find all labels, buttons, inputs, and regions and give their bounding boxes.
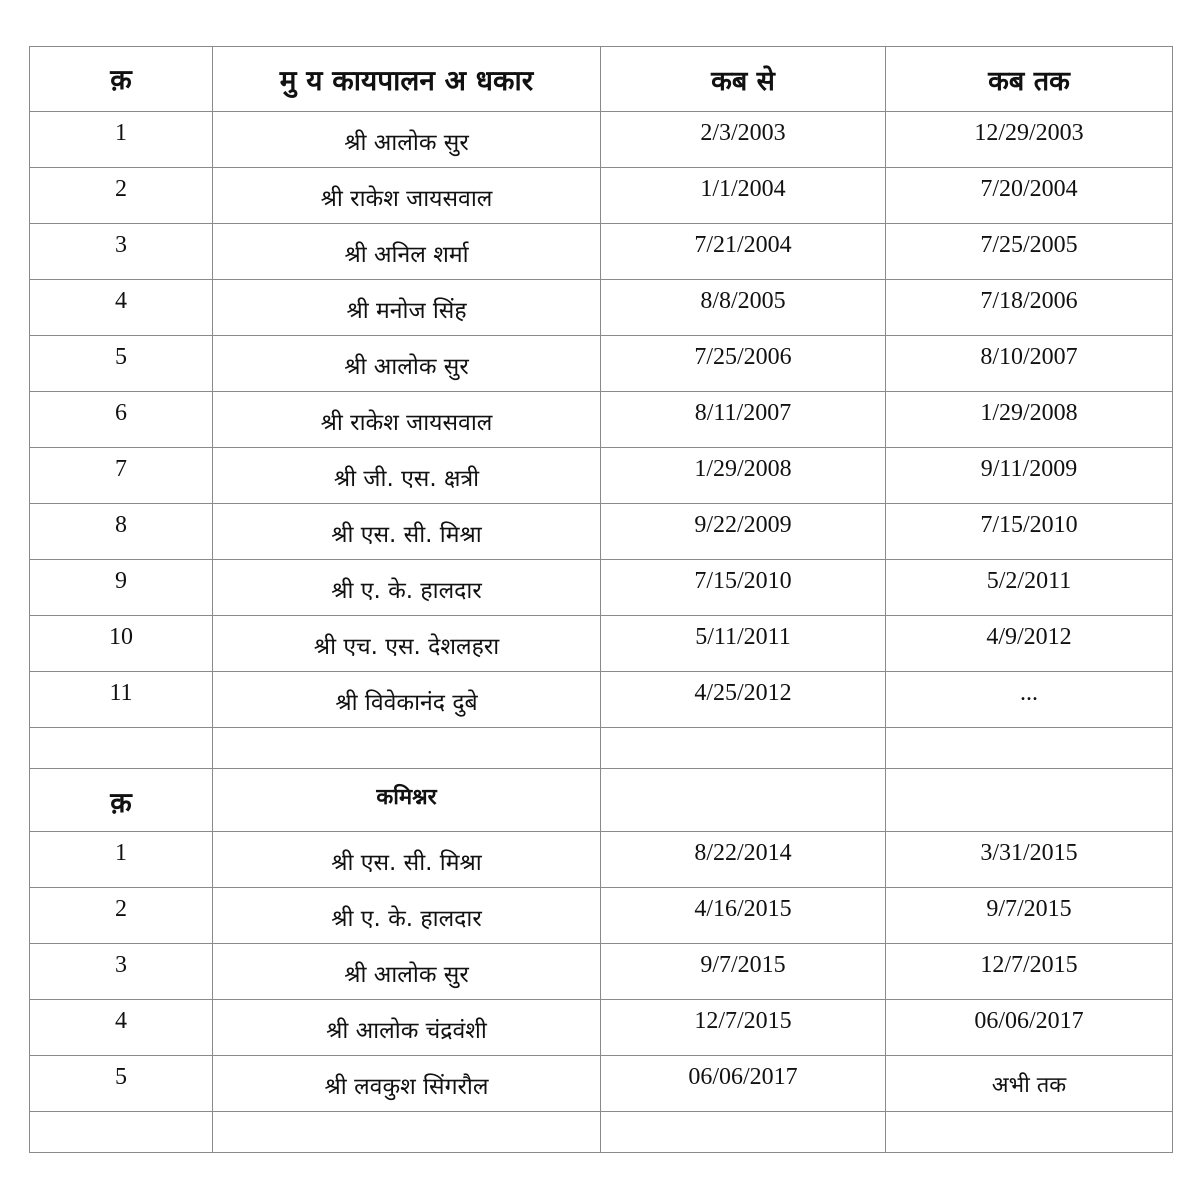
- officer-name-cell: श्री अनिल शर्मा: [213, 224, 601, 280]
- serial-cell: 6: [30, 392, 213, 448]
- to-date-cell: 7/25/2005: [886, 224, 1173, 280]
- serial-cell: 8: [30, 504, 213, 560]
- table-row: [30, 224, 1173, 280]
- to-date-cell: 1/29/2008: [886, 392, 1173, 448]
- from-date-cell: 2/3/2003: [601, 112, 886, 168]
- table-row: [30, 560, 1173, 616]
- table-row: [30, 1000, 1173, 1056]
- table-row: [30, 448, 1173, 504]
- from-date-cell: 1/29/2008: [601, 448, 886, 504]
- officer-name-cell: श्री जी. एस. क्षत्री: [213, 448, 601, 504]
- to-date-cell: ...: [886, 672, 1173, 728]
- to-date-cell: 3/31/2015: [886, 832, 1173, 888]
- officer-name-cell: श्री एस. सी. मिश्रा: [213, 832, 601, 888]
- empty-cell: [601, 769, 886, 832]
- empty-cell: [601, 728, 886, 769]
- serial-cell: 7: [30, 448, 213, 504]
- table-row: [30, 112, 1173, 168]
- from-date-cell: 5/11/2011: [601, 616, 886, 672]
- serial-header: क़: [30, 769, 213, 832]
- to-date-cell: 5/2/2011: [886, 560, 1173, 616]
- officer-name-cell: श्री एच. एस. देशलहरा: [213, 616, 601, 672]
- table-row: [30, 832, 1173, 888]
- table-row: [30, 1056, 1173, 1112]
- to-date-cell: 7/15/2010: [886, 504, 1173, 560]
- to-date-cell: 7/20/2004: [886, 168, 1173, 224]
- officer-tenure-sheet: [29, 46, 1173, 1153]
- officer-name-cell: श्री आलोक सुर: [213, 336, 601, 392]
- from-date-cell: 7/21/2004: [601, 224, 886, 280]
- officer-name-cell: श्री राकेश जायसवाल: [213, 168, 601, 224]
- from-date-cell: 12/7/2015: [601, 1000, 886, 1056]
- to-date-cell: 12/29/2003: [886, 112, 1173, 168]
- officer-title-header: मु य कायपालन अ धकार: [213, 47, 601, 112]
- officer-name-cell: श्री ए. के. हालदार: [213, 888, 601, 944]
- spacer-row: [30, 728, 1173, 769]
- table-row: [30, 944, 1173, 1000]
- officer-name-cell: श्री आलोक सुर: [213, 112, 601, 168]
- table-row: [30, 616, 1173, 672]
- officer-name-cell: श्री विवेकानंद दुबे: [213, 672, 601, 728]
- empty-cell: [213, 728, 601, 769]
- serial-cell: 1: [30, 112, 213, 168]
- serial-cell: 3: [30, 944, 213, 1000]
- officer-name-cell: श्री राकेश जायसवाल: [213, 392, 601, 448]
- to-date-cell: 9/7/2015: [886, 888, 1173, 944]
- empty-cell: [601, 1112, 886, 1153]
- to-date-cell: 06/06/2017: [886, 1000, 1173, 1056]
- serial-cell: 11: [30, 672, 213, 728]
- officer-name-cell: श्री आलोक चंद्रवंशी: [213, 1000, 601, 1056]
- to-date-cell: 4/9/2012: [886, 616, 1173, 672]
- table-row: [30, 392, 1173, 448]
- table-row: [30, 336, 1173, 392]
- from-date-cell: 8/11/2007: [601, 392, 886, 448]
- to-date-cell: 9/11/2009: [886, 448, 1173, 504]
- officer-name-cell: श्री एस. सी. मिश्रा: [213, 504, 601, 560]
- officer-name-cell: श्री आलोक सुर: [213, 944, 601, 1000]
- empty-cell: [886, 1112, 1173, 1153]
- serial-cell: 3: [30, 224, 213, 280]
- from-date-cell: 4/25/2012: [601, 672, 886, 728]
- from-date-cell: 8/22/2014: [601, 832, 886, 888]
- serial-cell: 4: [30, 280, 213, 336]
- table-two-header-row: [30, 769, 1173, 832]
- serial-cell: 1: [30, 832, 213, 888]
- table-row: [30, 504, 1173, 560]
- empty-cell: [213, 1112, 601, 1153]
- empty-cell: [30, 1112, 213, 1153]
- from-date-cell: 7/25/2006: [601, 336, 886, 392]
- officer-name-cell: श्री मनोज सिंह: [213, 280, 601, 336]
- from-date-header: कब से: [601, 47, 886, 112]
- trailing-empty-row: [30, 1112, 1173, 1153]
- from-date-cell: 8/8/2005: [601, 280, 886, 336]
- serial-cell: 10: [30, 616, 213, 672]
- table-row: [30, 280, 1173, 336]
- officer-tenure-table: [29, 46, 1173, 1153]
- serial-cell: 2: [30, 168, 213, 224]
- officer-name-cell: श्री लवकुश सिंगरौल: [213, 1056, 601, 1112]
- table-row: [30, 672, 1173, 728]
- table-one-header-row: [30, 47, 1173, 112]
- from-date-cell: 4/16/2015: [601, 888, 886, 944]
- serial-cell: 5: [30, 1056, 213, 1112]
- table-row: [30, 888, 1173, 944]
- serial-cell: 9: [30, 560, 213, 616]
- from-date-cell: 9/7/2015: [601, 944, 886, 1000]
- serial-cell: 4: [30, 1000, 213, 1056]
- from-date-cell: 06/06/2017: [601, 1056, 886, 1112]
- to-date-header: कब तक: [886, 47, 1173, 112]
- to-date-cell: 7/18/2006: [886, 280, 1173, 336]
- commissioner-header: कमिश्नर: [213, 769, 601, 832]
- serial-header: क़: [30, 47, 213, 112]
- to-date-cell: 8/10/2007: [886, 336, 1173, 392]
- to-date-cell: 12/7/2015: [886, 944, 1173, 1000]
- empty-cell: [886, 728, 1173, 769]
- serial-cell: 5: [30, 336, 213, 392]
- from-date-cell: 1/1/2004: [601, 168, 886, 224]
- from-date-cell: 9/22/2009: [601, 504, 886, 560]
- empty-cell: [886, 769, 1173, 832]
- from-date-cell: 7/15/2010: [601, 560, 886, 616]
- officer-name-cell: श्री ए. के. हालदार: [213, 560, 601, 616]
- table-row: [30, 168, 1173, 224]
- to-date-cell: अभी तक: [886, 1056, 1173, 1112]
- empty-cell: [30, 728, 213, 769]
- serial-cell: 2: [30, 888, 213, 944]
